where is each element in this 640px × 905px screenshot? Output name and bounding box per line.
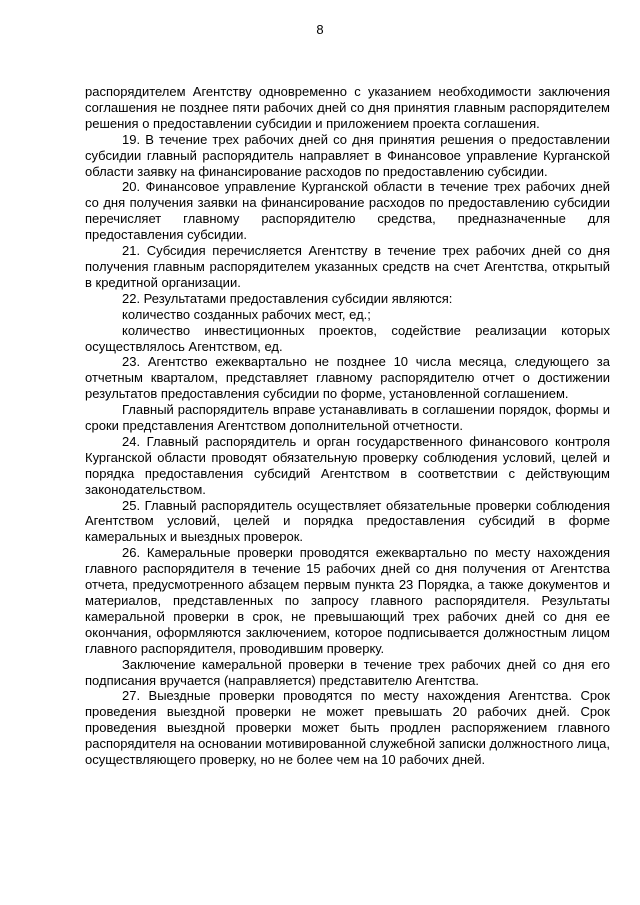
paragraph-22: 22. Результатами предоставления субсидии являются: <box>122 290 453 306</box>
paragraph-continuation: распорядителем Агентству одновременно с указанием необходимости заключения соглашения не позднее пяти рабочих дней со дня принятия главным распорядителем решения о предоставлении субсидии и приложением проекта соглашения. <box>85 84 610 131</box>
document-body <box>85 84 610 768</box>
paragraph-20: 20. Финансовое управление Курганской области в течение трех рабочих дней со дня получения заявки на финансирование расходов по предоставлению субсидии перечисляет главному распорядителю средства, предназначенные для предоставления субсидии. <box>85 179 610 243</box>
paragraph-26: 26. Камеральные проверки проводятся ежеквартально по месту нахождения главного распорядителя в течение 15 рабочих дней со дня получения от Агентства отчета, предусмотренного абзацем первым пункта 23 Порядка, а также документов и материалов, представленных по запросу главного распорядителя. Результаты камеральной проверки в срок, не превышающий трех рабочих дней со дня ее окончания, оформляются заключением, которое подписывается должностным лицом главного распорядителя, проводившим проверку. <box>85 545 610 656</box>
paragraph-25: 25. Главный распорядитель осуществляет обязательные проверки соблюдения Агентством условий, целей и порядка предоставления субсидий в форме камеральных и выездных проверок. <box>85 497 610 545</box>
paragraph-21: 21. Субсидия перечисляется Агентству в течение трех рабочих дней со дня получения главным распорядителем указанных средств на счет Агентства, открытый в кредитной организации. <box>85 243 610 290</box>
paragraph-22-item-projects: количество инвестиционных проектов, содействие реализации которых осуществлялось Агентством, ед. <box>85 322 610 354</box>
paragraph-26-conclusion: Заключение камеральной проверки в течение трех рабочих дней со дня его подписания вручается (направляется) представителю Агентства. <box>85 656 610 688</box>
paragraph-24: 24. Главный распорядитель и орган государственного финансового контроля Курганской области проводят обязательную проверку соблюдения условий, целей и порядка предоставления субсидий Агентством в соответствии с действующим законодательством. <box>85 433 610 497</box>
paragraph-23: 23. Агентство ежеквартально не позднее 10 числа месяца, следующего за отчетным кварталом, представляет главному распорядителю отчет о достижении результатов предоставления субсидии по форме, установленной соглашением. <box>85 354 610 402</box>
paragraph-23-reporting: Главный распорядитель вправе устанавливать в соглашении порядок, формы и сроки представления Агентством дополнительной отчетности. <box>85 402 610 434</box>
paragraph-19: 19. В течение трех рабочих дней со дня принятия решения о предоставлении субсидии главный распорядитель направляет в Финансовое управление Курганской области заявку на финансирование расходов по предоставлению субсидии. <box>85 131 610 179</box>
paragraph-22-item-jobs: количество созданных рабочих мест, ед.; <box>122 306 371 322</box>
page-number: 8 <box>316 22 324 37</box>
paragraph-27: 27. Выездные проверки проводятся по месту нахождения Агентства. Срок проведения выездной проверки не может превышать 20 рабочих дней. Срок проведения выездной проверки может быть продлен распоряжением главного распорядителя на основании мотивированной служебной записки должностного лица, осуществляющего проверку, но не более чем на 10 рабочих дней. <box>85 688 610 768</box>
